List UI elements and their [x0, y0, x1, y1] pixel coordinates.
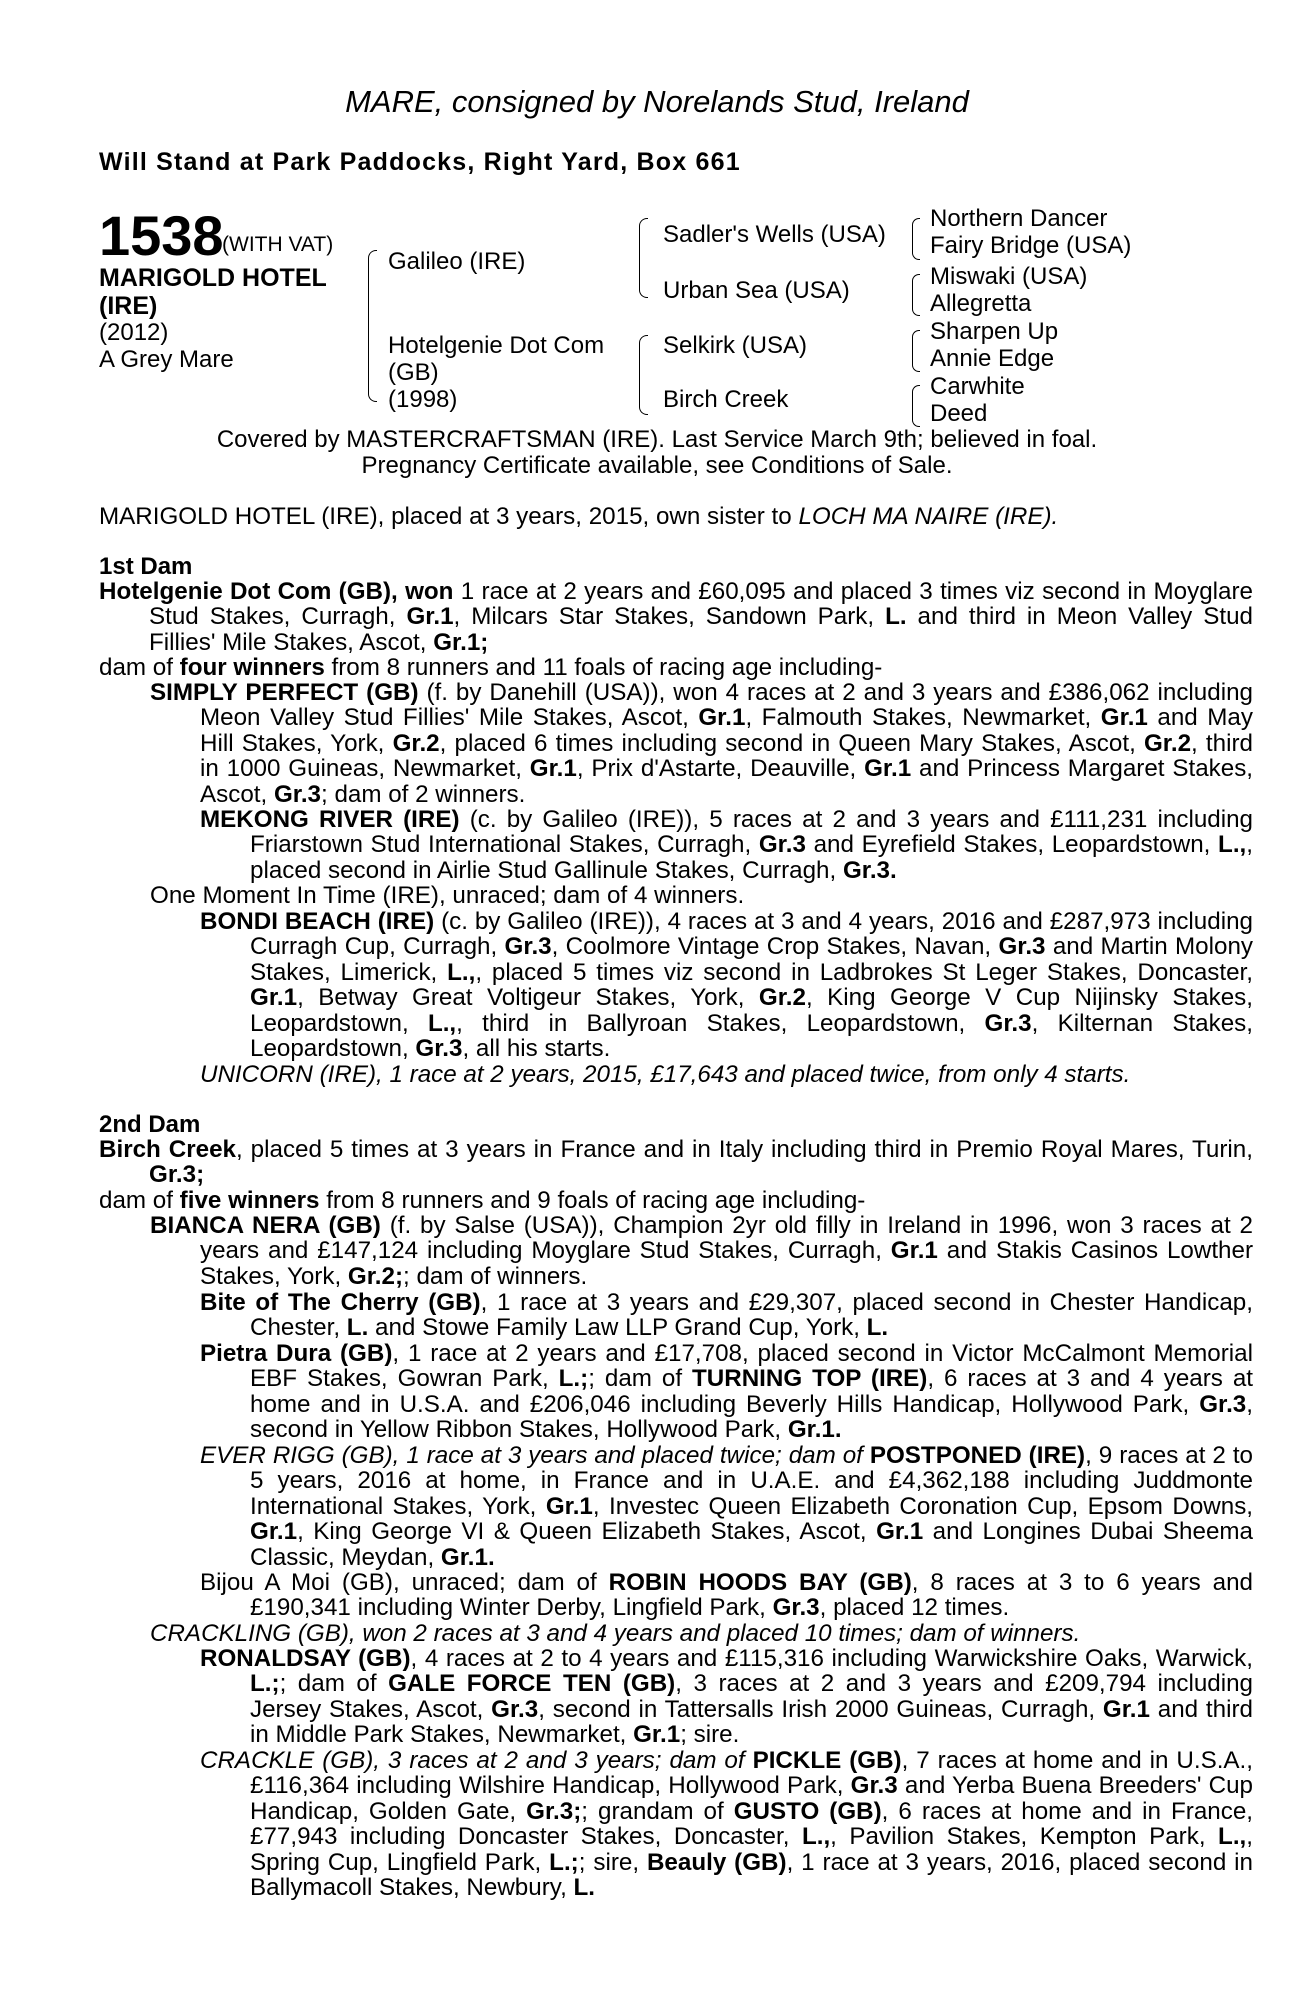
horse-summary: MARIGOLD HOTEL (IRE), placed at 3 years, 2015, own sister to LOCH MA NAIRE (IRE).: [99, 503, 1059, 530]
pedigree-sire-dam: Urban Sea (USA): [663, 277, 850, 304]
pedigree-g3: Miswaki (USA): [930, 263, 1088, 290]
pedigree-g4: Allegretta: [930, 290, 1032, 317]
second-dam-record: Birch Creek, placed 5 times at 3 years in France and in Italy including third in Premio Royal Mares, Turin, Gr.3;: [99, 1136, 1253, 1189]
pedigree-dam-dam: Birch Creek: [663, 386, 789, 413]
pedigree-g6: Annie Edge: [930, 345, 1055, 372]
pregnancy-note: Pregnancy Certificate available, see Conditions of Sale.: [361, 452, 953, 479]
pedigree-g8: Deed: [930, 400, 988, 427]
second-dam-heading: 2nd Dam: [99, 1111, 201, 1138]
produce-bite-of-the-cherry: Bite of The Cherry (GB), 1 race at 3 years and £29,307, placed second in Chester Handicap, Chester, L. and Stowe Family Law LLP Grand Cup, York, L.: [200, 1289, 1253, 1342]
produce-one-moment: One Moment In Time (IRE), unraced; dam of 4 winners.: [150, 882, 745, 909]
pedigree-brace: [912, 218, 920, 260]
sister-name: LOCH MA NAIRE (IRE).: [798, 503, 1059, 530]
pedigree-brace: [639, 335, 648, 415]
produce-crackle: CRACKLE (GB), 3 races at 2 and 3 years; dam of PICKLE (GB), 7 races at home and in U.S.A., £116,364 including Wilshire Handicap, Hollywood Park, Gr.3 and Yerba Buena Breeders' Cup Handicap, Golden Gate, Gr.3;; grandam of GUSTO (GB), 6 races at home and in France, £77,943 including Doncaster Stakes, Doncaster, L.,, Pavilion Stakes, Kempton Park, L.,, Spring Cup, Lingfield Park, L.;; sire, Beauly (GB), 1 race at 3 years, 2016, placed second in Ballymacoll Stakes, Newbury, L.: [200, 1747, 1253, 1902]
produce-mekong-river: MEKONG RIVER (IRE) (c. by Galileo (IRE)), 5 races at 2 and 3 years and £111,231 including Friarstown Stud International Stakes, Curragh, Gr.3 and Eyrefield Stakes, Leopardstown, L.,, placed second in Airlie Stud Gallinule Stakes, Curragh, Gr.3.: [200, 806, 1253, 884]
second-dam-produce: dam of five winners from 8 runners and 9 foals of racing age including-: [99, 1187, 866, 1214]
pedigree-dam-sire: Selkirk (USA): [663, 332, 808, 359]
pedigree-brace: [368, 250, 377, 402]
produce-simply-perfect: SIMPLY PERFECT (GB) (f. by Danehill (USA)), won 4 races at 2 and 3 years and £386,062 including Meon Valley Stud Fillies' Mile Stakes, Ascot, Gr.1, Falmouth Stakes, Newmarket, Gr.1 and May Hill Stakes, York, Gr.2, placed 6 times including second in Queen Mary Stakes, Ascot, Gr.2, third in 1000 Guineas, Newmarket, Gr.1, Prix d'Astarte, Deauville, Gr.1 and Princess Margaret Stakes, Ascot, Gr.3; dam of 2 winners.: [150, 679, 1254, 808]
pedigree-dam-origin: (GB): [388, 359, 439, 386]
produce-ronaldsay: RONALDSAY (GB), 4 races at 2 to 4 years and £115,316 including Warwickshire Oaks, Warwick, L.;; dam of GALE FORCE TEN (GB), 3 races at 2 and 3 years and £209,794 including Jersey Stakes, Ascot, Gr.3, second in Tattersalls Irish 2000 Guineas, Curragh, Gr.1 and third in Middle Park Stakes, Newmarket, Gr.1; sire.: [200, 1645, 1254, 1749]
pedigree-brace: [912, 385, 920, 427]
pedigree-g5: Sharpen Up: [930, 318, 1059, 345]
horse-description: A Grey Mare: [99, 346, 234, 373]
produce-unicorn: UNICORN (IRE), 1 race at 2 years, 2015, £17,643 and placed twice, from only 4 starts.: [200, 1061, 1131, 1088]
produce-crackling: CRACKLING (GB), won 2 races at 3 and 4 years and placed 10 times; dam of winners.: [150, 1620, 1081, 1647]
pedigree-brace: [912, 274, 920, 316]
pedigree-g7: Carwhite: [930, 373, 1025, 400]
pedigree-brace: [639, 218, 648, 298]
pedigree-dam: Hotelgenie Dot Com: [388, 332, 605, 359]
produce-ever-rigg: EVER RIGG (GB), 1 race at 3 years and placed twice; dam of POSTPONED (IRE), 9 races at 2 to 5 years, 2016 at home, in France and in U.A.E. and £4,362,188 including Juddmonte International Stakes, York, Gr.1, Investec Queen Elizabeth Coronation Cup, Epsom Downs, Gr.1, King George VI & Queen Elizabeth Stakes, Ascot, Gr.1 and Longines Dubai Sheema Classic, Meydan, Gr.1.: [200, 1442, 1254, 1571]
produce-bijou-a-moi: Bijou A Moi (GB), unraced; dam of ROBIN HOODS BAY (GB), 8 races at 3 to 6 years and £190,341 including Winter Derby, Lingfield Park, Gr.3, placed 12 times.: [200, 1569, 1253, 1622]
consignment-line: MARE, consigned by Norelands Stud, Ireland: [345, 84, 969, 119]
pedigree-brace: [912, 330, 920, 372]
horse-name-suffix: (IRE): [99, 292, 158, 320]
foaling-year: (2012): [99, 319, 169, 346]
horse-name: MARIGOLD HOTEL: [99, 264, 327, 292]
produce-pietra-dura: Pietra Dura (GB), 1 race at 2 years and £17,708, placed second in Victor McCalmont Memorial EBF Stakes, Gowran Park, L.;; dam of TURNING TOP (IRE), 6 races at 3 and 4 years at home and in U.S.A. and £206,046 including Beverly Hills Handicap, Hollywood Park, Gr.3, second in Yellow Ribbon Stakes, Hollywood Park, Gr.1.: [200, 1340, 1253, 1444]
pedigree-g2: Fairy Bridge (USA): [930, 232, 1132, 259]
pedigree-dam-year: (1998): [388, 386, 458, 413]
produce-bondi-beach: BONDI BEACH (IRE) (c. by Galileo (IRE)), 4 races at 3 and 4 years, 2016 and £287,973 including Curragh Cup, Curragh, Gr.3, Coolmore Vintage Crop Stakes, Navan, Gr.3 and Martin Molony Stakes, Limerick, L.,, placed 5 times viz second in Ladbrokes St Leger Stakes, Doncaster, Gr.1, Betway Great Voltigeur Stakes, York, Gr.2, King George V Cup Nijinsky Stakes, Leopardstown, L.,, third in Ballyroan Stakes, Leopardstown, Gr.3, Kilternan Stakes, Leopardstown, Gr.3, all his starts.: [200, 908, 1253, 1063]
first-dam-heading: 1st Dam: [99, 553, 193, 580]
pedigree-sire-sire: Sadler's Wells (USA): [663, 221, 886, 248]
first-dam-record: Hotelgenie Dot Com (GB), won 1 race at 2 years and £60,095 and placed 3 times viz second in Moyglare Stud Stakes, Curragh, Gr.1, Milcars Star Stakes, Sandown Park, L. and third in Meon Valley Stud Fillies' Mile Stakes, Ascot, Gr.1;: [99, 578, 1254, 656]
vat-note: (WITH VAT): [222, 233, 334, 256]
stand-location: Will Stand at Park Paddocks, Right Yard, Box 661: [99, 148, 741, 176]
pedigree-g1: Northern Dancer: [930, 205, 1108, 232]
produce-bianca-nera: BIANCA NERA (GB) (f. by Salse (USA)), Champion 2yr old filly in Ireland in 1996, won 3 races at 2 years and £147,124 including Moyglare Stud Stakes, Curragh, Gr.1 and Stakis Casinos Lowther Stakes, York, Gr.2;; dam of winners.: [150, 1212, 1253, 1290]
pedigree-sire: Galileo (IRE): [388, 248, 526, 275]
lot-number: 1538: [99, 204, 224, 267]
covered-note: Covered by MASTERCRAFTSMAN (IRE). Last Service March 9th; believed in foal.: [216, 426, 1098, 453]
first-dam-produce: dam of four winners from 8 runners and 11 foals of racing age including-: [99, 654, 883, 681]
